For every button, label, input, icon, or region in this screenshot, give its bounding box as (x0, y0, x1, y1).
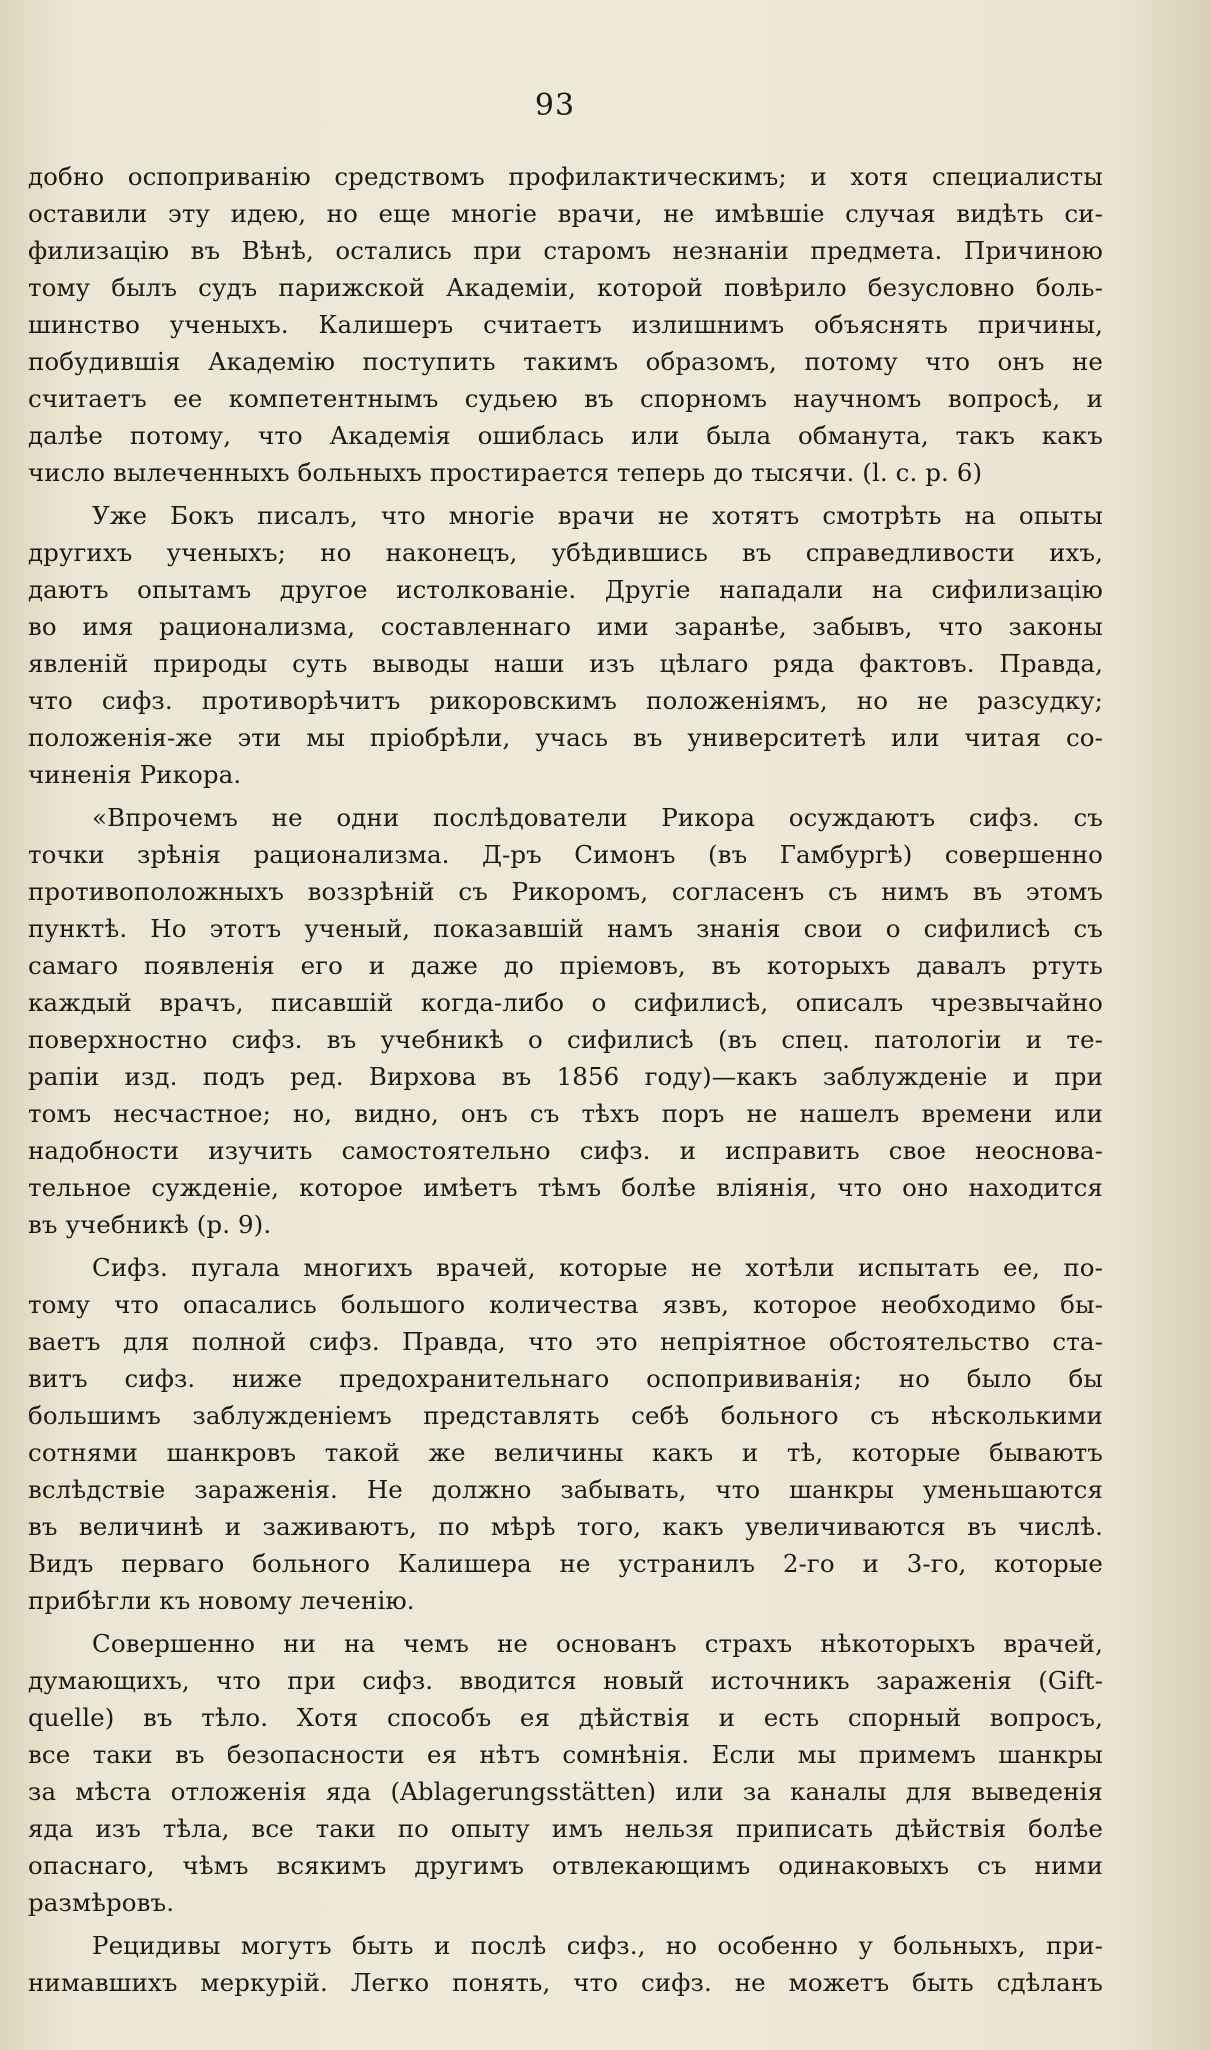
page-number: 93 (534, 88, 576, 123)
text-line: число вылеченныхъ больныхъ простирается теперь до тысячи. (l. c. p. 6) (28, 458, 983, 487)
text-line: опаснаго, чѣмъ всякимъ другимъ отвлекающимъ одинаковыхъ съ ними (28, 1851, 1103, 1880)
text-line: томъ несчастное; но, видно, онъ съ тѣхъ поръ не нашелъ времени или (28, 1099, 1103, 1128)
text-line: побудившiя Академiю поступить такимъ образомъ, потому что онъ не (28, 347, 1103, 376)
text-line: самаго появленiя его и даже до прiемовъ, въ которыхъ давалъ ртуть (28, 951, 1103, 980)
text-line: во имя рационализма, составленнаго ими заранѣе, забывъ, что законы (28, 612, 1103, 641)
text-line: надобности изучить самостоятельно сифз. и исправить свое неоснова- (28, 1136, 1103, 1165)
text-line: витъ сифз. ниже предохранительнаго оспопрививанiя; но было бы (28, 1364, 1103, 1393)
text-line: думающихъ, что при сифз. вводится новый источникъ зараженiя (Gift- (28, 1666, 1103, 1695)
text-line: что сифз. противорѣчитъ рикоровскимъ положенiямъ, но не разсудку; (28, 686, 1103, 715)
text-line: «Впрочемъ не одни послѣдователи Рикора осуждаютъ сифз. съ (92, 803, 1103, 832)
text-line: Уже Бокъ писалъ, что многiе врачи не хотятъ смотрѣть на опыты (92, 501, 1103, 530)
text-line: Видъ перваго больного Калишера не устранилъ 2-го и 3-го, которые (28, 1549, 1103, 1578)
text-line: положенiя-же эти мы прiобрѣли, учась въ университетѣ или читая со- (28, 723, 1103, 752)
text-line: все таки въ безопасности ея нѣтъ сомнѣнiя. Если мы примемъ шанкры (28, 1740, 1103, 1769)
text-line: въ учебникѣ (p. 9). (28, 1210, 272, 1239)
text-line: другихъ ученыхъ; но наконецъ, убѣдившись въ справедливости ихъ, (28, 538, 1103, 567)
text-line: Сифз. пугала многихъ врачей, которые не хотѣли испытать ее, по- (92, 1253, 1103, 1282)
text-line: добно оспоприванiю средствомъ профилактическимъ; и хотя специалисты (28, 162, 1103, 191)
text-line: за мѣста отложенiя яда (Ablagerungsstätten) или за каналы для выведенiя (28, 1777, 1103, 1806)
text-line: большимъ заблужденiемъ представлять себѣ больного съ нѣсколькими (28, 1401, 1103, 1430)
text-line: въ величинѣ и заживаютъ, по мѣрѣ того, какъ увеличиваются въ числѣ. (28, 1512, 1103, 1541)
text-line: нимавшихъ меркурiй. Легко понять, что сифз. не можетъ быть сдѣланъ (28, 1968, 1103, 1997)
page-body-text (28, 158, 1103, 2001)
text-line: Совершенно ни на чемъ не основанъ страхъ нѣкоторыхъ врачей, (92, 1629, 1103, 1658)
text-line: оставили эту идею, но еще многiе врачи, не имѣвшiе случая видѣть си- (28, 199, 1103, 228)
text-line: quelle) въ тѣло. Хотя способъ ея дѣйствiя и есть спорный вопросъ, (28, 1703, 1103, 1732)
text-line: чиненiя Рикора. (28, 760, 242, 789)
text-line: поверхностно сифз. въ учебникѣ о сифилисѣ (въ спец. патологiи и те- (28, 1025, 1103, 1054)
text-line: считаетъ ее компетентнымъ судьею въ спорномъ научномъ вопросѣ, и (28, 384, 1103, 413)
text-line: ваетъ для полной сифз. Правда, что это непрiятное обстоятельство ста- (28, 1327, 1103, 1356)
text-line: противоположныхъ воззрѣнiй съ Рикоромъ, согласенъ съ нимъ въ этомъ (28, 877, 1103, 906)
text-line: Рецидивы могутъ быть и послѣ сифз., но особенно у больныхъ, при- (92, 1931, 1103, 1960)
text-line: сотнями шанкровъ такой же величины какъ и тѣ, которые бываютъ (28, 1438, 1103, 1467)
text-line: далѣе потому, что Академiя ошиблась или была обманута, такъ какъ (28, 421, 1103, 450)
text-line: точки зрѣнiя рационализма. Д-ръ Симонъ (въ Гамбургѣ) совершенно (28, 840, 1103, 869)
text-line: явленiй природы суть выводы наши изъ цѣлаго ряда фактовъ. Правда, (28, 649, 1103, 678)
text-line: прибѣгли къ новому леченiю. (28, 1586, 415, 1615)
text-line: вслѣдствiе зараженiя. Не должно забывать, что шанкры уменьшаются (28, 1475, 1103, 1504)
text-line: тому былъ судъ парижской Академiи, которой повѣрило безусловно боль- (28, 273, 1103, 302)
text-line: даютъ опытамъ другое истолкованiе. Другiе нападали на сифилизацiю (28, 575, 1103, 604)
text-line: шинство ученыхъ. Калишеръ считаетъ излишнимъ объяснять причины, (28, 310, 1103, 339)
text-line: пунктѣ. Но этотъ ученый, показавшiй намъ знанiя свои о сифилисѣ съ (28, 914, 1103, 943)
text-line: каждый врачъ, писавшiй когда-либо о сифилисѣ, описалъ чрезвычайно (28, 988, 1103, 1017)
text-line: тельное сужденiе, которое имѣетъ тѣмъ болѣе влiянiя, что оно находится (28, 1173, 1103, 1202)
text-line: рапiи изд. подъ ред. Вирхова въ 1856 году)—какъ заблужденiе и при (28, 1062, 1103, 1091)
text-line: тому что опасались большого количества язвъ, которое необходимо бы- (28, 1290, 1103, 1319)
text-line: яда изъ тѣла, все таки по опыту имъ нельзя приписать дѣйствiя болѣе (28, 1814, 1103, 1843)
text-line: филизацiю въ Вѣнѣ, остались при старомъ незнанiи предмета. Причиною (28, 236, 1103, 265)
text-line: размѣровъ. (28, 1888, 175, 1917)
